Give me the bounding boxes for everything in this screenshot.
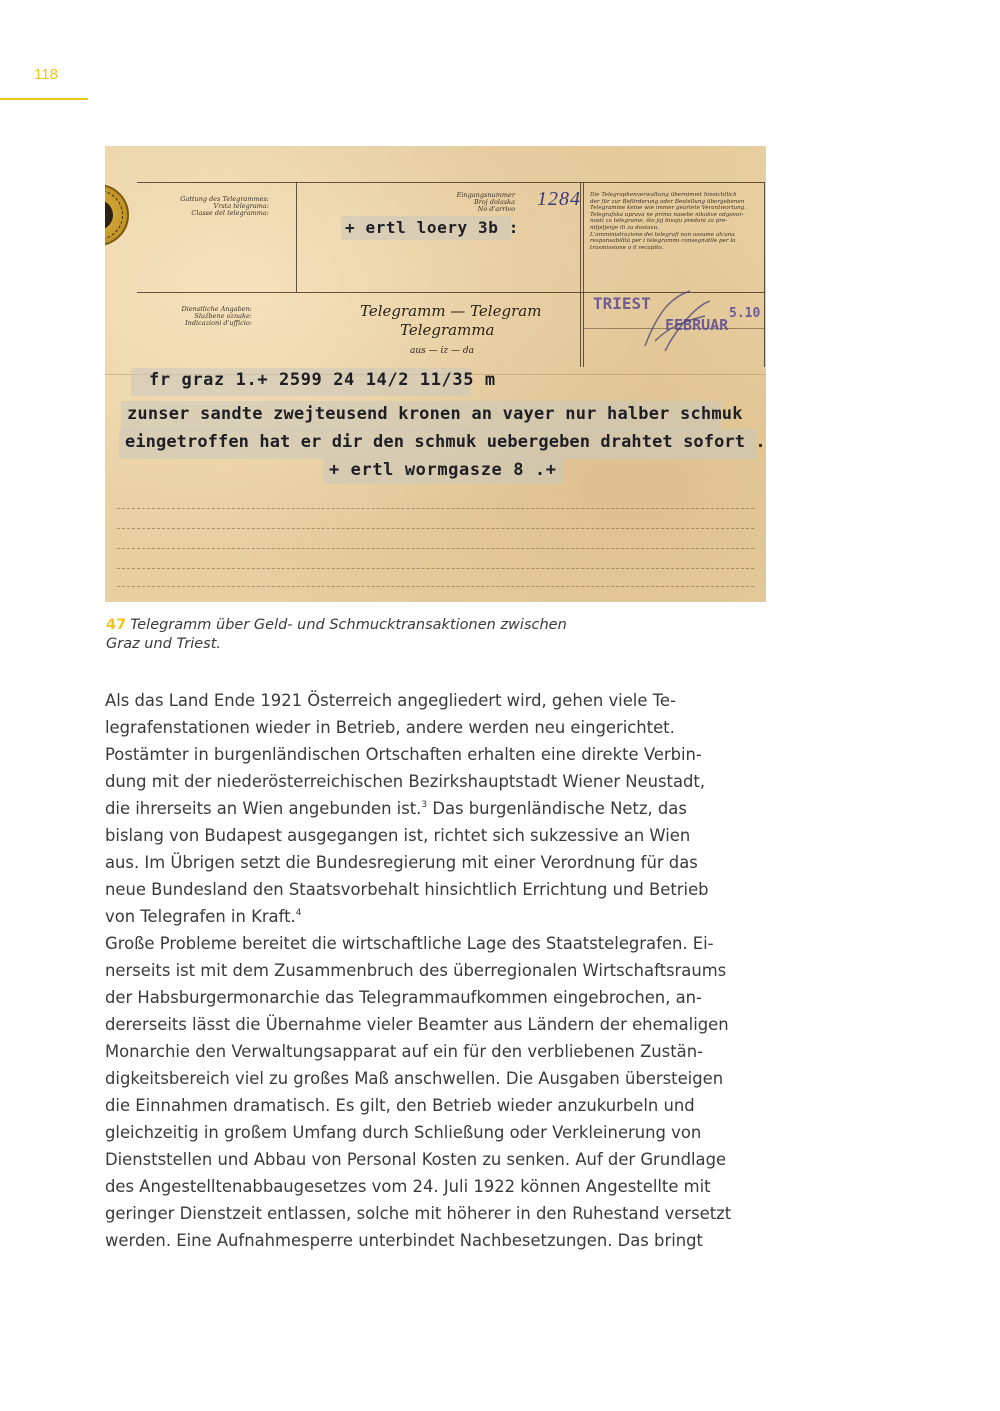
tape-message-line-1: zunser sandte zwejteusend kronen an vayer nur halber schmuk — [127, 404, 743, 424]
body-line: Dienststellen und Abbau von Personal Kosten zu senken. Auf der Grundlage — [105, 1150, 727, 1169]
tape-text-top: + ertl loery 3b : — [345, 218, 519, 237]
tape-header-line: fr graz 1.+ 2599 24 14/2 11/35 m — [149, 370, 496, 390]
body-line: von Telegrafen in Kraft.$^4$ — [105, 907, 302, 926]
form-top-border — [137, 182, 765, 183]
body-line: digkeitsbereich viel zu großes Maß anschwellen. Die Ausgaben übersteigen — [105, 1069, 724, 1088]
blank-line — [117, 548, 754, 549]
figure-caption — [106, 616, 626, 654]
body-line: dung mit der niederösterreichischen Bezirkshauptstadt Wiener Neustadt, — [105, 772, 706, 791]
telegraph-office-seal — [105, 184, 129, 246]
page-rule — [0, 98, 88, 100]
body-line: die Einnahmen dramatisch. Es gilt, den Betrieb wieder anzukurbeln und — [105, 1096, 695, 1115]
footnote-ref-4[interactable]: 4 — [295, 908, 302, 918]
body-line: Große Probleme bereitet die wirtschaftliche Lage des Staatstelegrafen. Ei- — [105, 934, 714, 953]
caption-text-line-2: Graz und Triest. — [106, 636, 221, 652]
violet-stamp-number: 5.10 — [729, 306, 761, 321]
body-text — [105, 687, 770, 1254]
body-line: gleichzeitig in großem Umfang durch Schließung oder Verkleinerung von — [105, 1123, 702, 1142]
tape-message-line-3: + ertl wormgasze 8 .+ — [329, 460, 557, 480]
form-right-border — [764, 182, 765, 367]
caption-number: 47 — [106, 617, 127, 633]
violet-date-stamp: FEBRUAR — [665, 316, 729, 334]
form-label-arrival-number: Eingangsnummer Broj dolaska No d'arrivo — [456, 191, 515, 213]
blank-line — [117, 586, 754, 587]
footnote-ref-3[interactable]: 3 — [421, 800, 428, 810]
blank-line — [117, 508, 754, 509]
body-line: des Angestelltenabbaugesetzes vom 24. Juli 1922 können Angestellte mit — [105, 1177, 711, 1196]
blank-line — [117, 528, 754, 529]
body-line: nerseits ist mit dem Zusammenbruch des überregionalen Wirtschaftsraums — [105, 961, 727, 980]
body-line: die ihrerseits an Wien angebunden ist.$^3$ Das burgenländische Netz, das — [105, 799, 687, 818]
telegram-title-italian: Telegramma — [400, 321, 495, 339]
body-line: aus. Im Übrigen setzt die Bundesregierung mit einer Verordnung für das — [105, 853, 698, 872]
telegram-from-label: aus — iz — da — [410, 346, 474, 356]
form-label-service: Dienstliche Angaben: Službene oznake: Indicazioni d'ufficio: — [181, 305, 252, 327]
violet-office-stamp: TRIEST — [593, 294, 651, 313]
telegram-figure — [105, 146, 766, 602]
form-divider-right-double — [583, 182, 584, 367]
telegram-title: Telegramm — Telegram — [360, 302, 542, 320]
liability-note: Die Telegraphenverwaltung übernimmt hinsichtlich der für zur Beförderung oder Bestellung übergebenen Telegramme keine wie immer geartete Verantwortung. Telegrafska uprava ne prima nasebe nikakve odgovor- nosti za telegrame, što joj bivaju predani za pre- nitjeljenje ili za dostavu. L'amministrazione dei telegrafi non assume alcuna responsabilità per i telegrammi consegnatile per la trasmissione o il recapito. — [590, 192, 747, 251]
body-line: neue Bundesland den Staatsvorbehalt hinsichtlich Errichtung und Betrieb — [105, 880, 709, 899]
body-line: legrafenstationen wieder in Betrieb, andere werden neu eingerichtet. — [105, 718, 675, 737]
body-line: bislang von Budapest ausgegangen ist, richtet sich sukzessive an Wien — [105, 826, 691, 845]
handwritten-signature — [635, 286, 715, 356]
body-line: dererseits lässt die Übernahme vieler Beamter aus Ländern der ehemaligen — [105, 1015, 729, 1034]
body-line: der Habsburgermonarchie das Telegrammaufkommen eingebrochen, an- — [105, 988, 702, 1007]
body-line: werden. Eine Aufnahmesperre unterbindet Nachbesetzungen. Das bringt — [105, 1231, 703, 1250]
form-label-class: Gattung des Telegrammes: Vrsta telegrama: Classe del telegramma: — [180, 195, 269, 217]
tape-message-line-2: eingetroffen hat er dir den schmuk uebergeben drahtet sofort . — [125, 432, 766, 452]
handwritten-arrival-number: 1284 — [537, 188, 581, 210]
form-divider-left — [296, 182, 297, 292]
body-line: Als das Land Ende 1921 Österreich angegliedert wird, gehen viele Te- — [105, 691, 676, 710]
body-line: Monarchie den Verwaltungsapparat auf ein für den verbliebenen Zustän- — [105, 1042, 703, 1061]
blank-line — [117, 568, 754, 569]
body-line: Postämter in burgenländischen Ortschaften erhalten eine direkte Verbin- — [105, 745, 702, 764]
body-line: geringer Dienstzeit entlassen, solche mit höherer in den Ruhestand versetzt — [105, 1204, 732, 1223]
page-number: 118 — [34, 66, 58, 83]
caption-text-line-1: Telegramm über Geld- und Schmucktransaktionen zwischen — [130, 617, 567, 633]
